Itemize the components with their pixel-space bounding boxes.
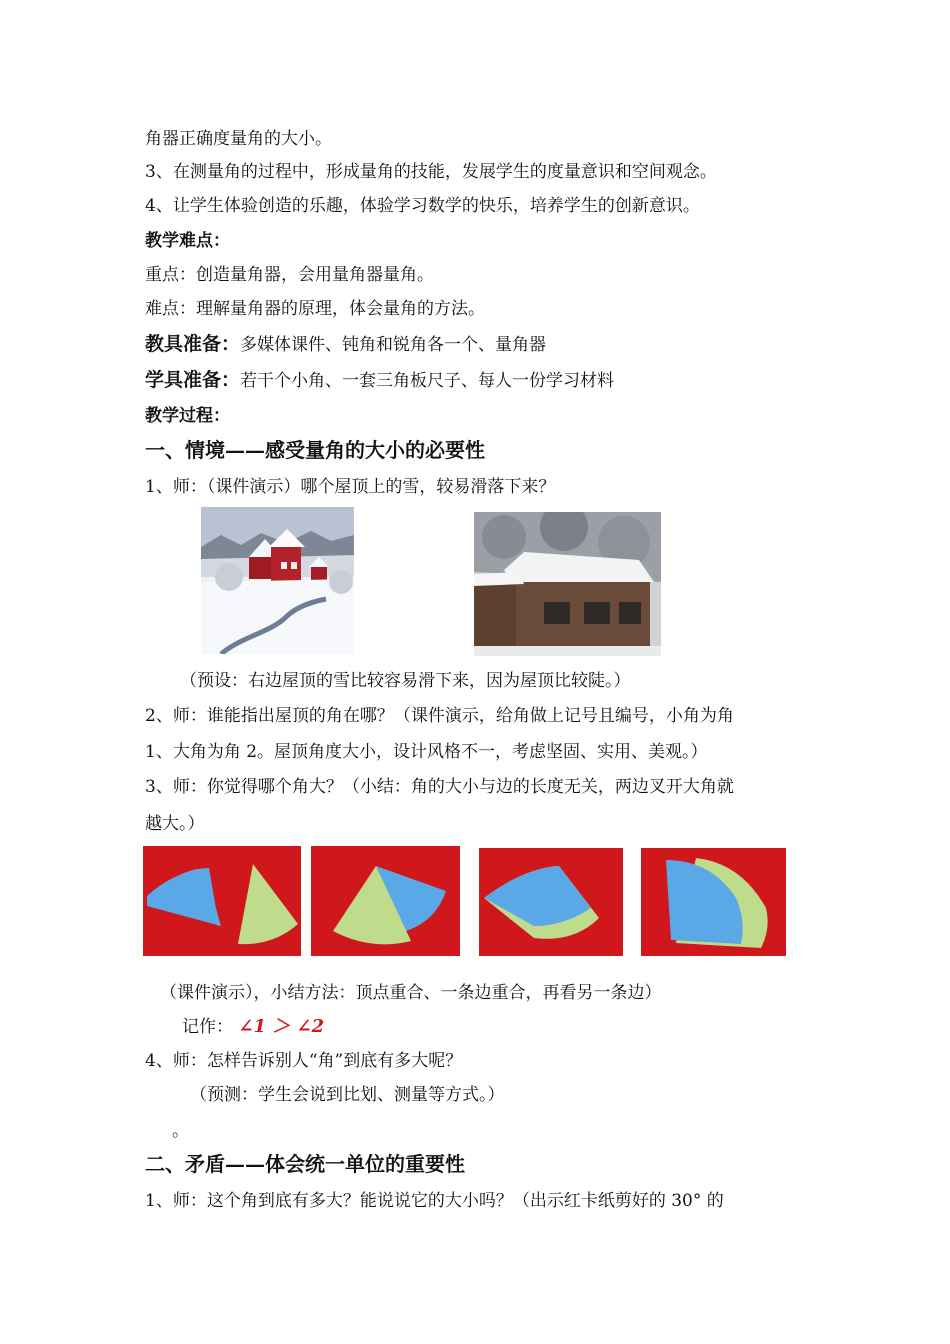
text-line: 角器正确度量角的大小。 <box>145 129 332 149</box>
angle-card-2 <box>311 846 460 956</box>
record-line <box>182 1016 324 1038</box>
record-label: 记作： <box>182 1017 233 1037</box>
text-line: 1、大角为角 2。屋顶角度大小，设计风格不一，考虑坚固、实用、美观。） <box>145 742 708 762</box>
snowy-house-photo <box>474 512 661 656</box>
student-tools-text: 若干个小角、一套三角板尺子、每人一份学习材料 <box>240 371 615 391</box>
text-line: 难点：理解量角器的原理，体会量角的方法。 <box>145 299 485 319</box>
text-line: （预设：右边屋顶的雪比较容易滑下来，因为屋顶比较陡。） <box>180 671 631 691</box>
angle-card-4 <box>641 848 786 956</box>
text-line: 。 <box>172 1121 189 1141</box>
angle-card-3 <box>479 848 623 956</box>
teacher-tools-label: 教具准备： <box>145 333 241 355</box>
text-line: 3、在测量角的过程中，形成量角的技能，发展学生的度量意识和空间观念。 <box>145 162 717 182</box>
process-heading: 教学过程： <box>145 406 230 426</box>
teacher-tools-line <box>145 333 546 356</box>
section1-heading: 一、情境——感受量角的大小的必要性 <box>145 438 485 462</box>
text-line: （预测：学生会说到比划、测量等方式。） <box>190 1085 505 1105</box>
text-line: 越大。） <box>145 814 205 834</box>
text-line: 1、师：（课件演示）哪个屋顶上的雪，较易滑落下来？ <box>145 477 556 497</box>
text-line: 重点：创造量角器，会用量角器量角。 <box>145 265 434 285</box>
text-line: 3、师：你觉得哪个角大？（小结：角的大小与边的长度无关，两边叉开大角就 <box>145 777 734 797</box>
text-line: （课件演示），小结方法：顶点重合、一条边重合，再看另一条边） <box>160 983 662 1003</box>
text-line: 1、师：这个角到底有多大？能说说它的大小吗？（出示红卡纸剪好的 30° 的 <box>145 1191 724 1211</box>
angle-card-1 <box>143 846 301 956</box>
snowy-barn-photo <box>201 507 354 654</box>
teacher-tools-text: 多媒体课件、钝角和锐角各一个、量角器 <box>240 335 547 355</box>
text-line: 4、师：怎样告诉别人“角”到底有多大呢？ <box>145 1051 463 1071</box>
text-line: 4、让学生体验创造的乐趣，体验学习数学的快乐，培养学生的创新意识。 <box>145 196 700 216</box>
student-tools-line <box>145 369 614 392</box>
text-line: 2、师：谁能指出屋顶的角在哪？（课件演示，给角做上记号且编号，小角为角 <box>145 706 734 726</box>
difficulty-heading: 教学难点： <box>145 231 230 251</box>
student-tools-label: 学具准备： <box>145 369 241 391</box>
angle-comparison-formula: ∠1 ＞ ∠2 <box>238 1016 325 1037</box>
section2-heading: 二、矛盾——体会统一单位的重要性 <box>145 1152 465 1176</box>
